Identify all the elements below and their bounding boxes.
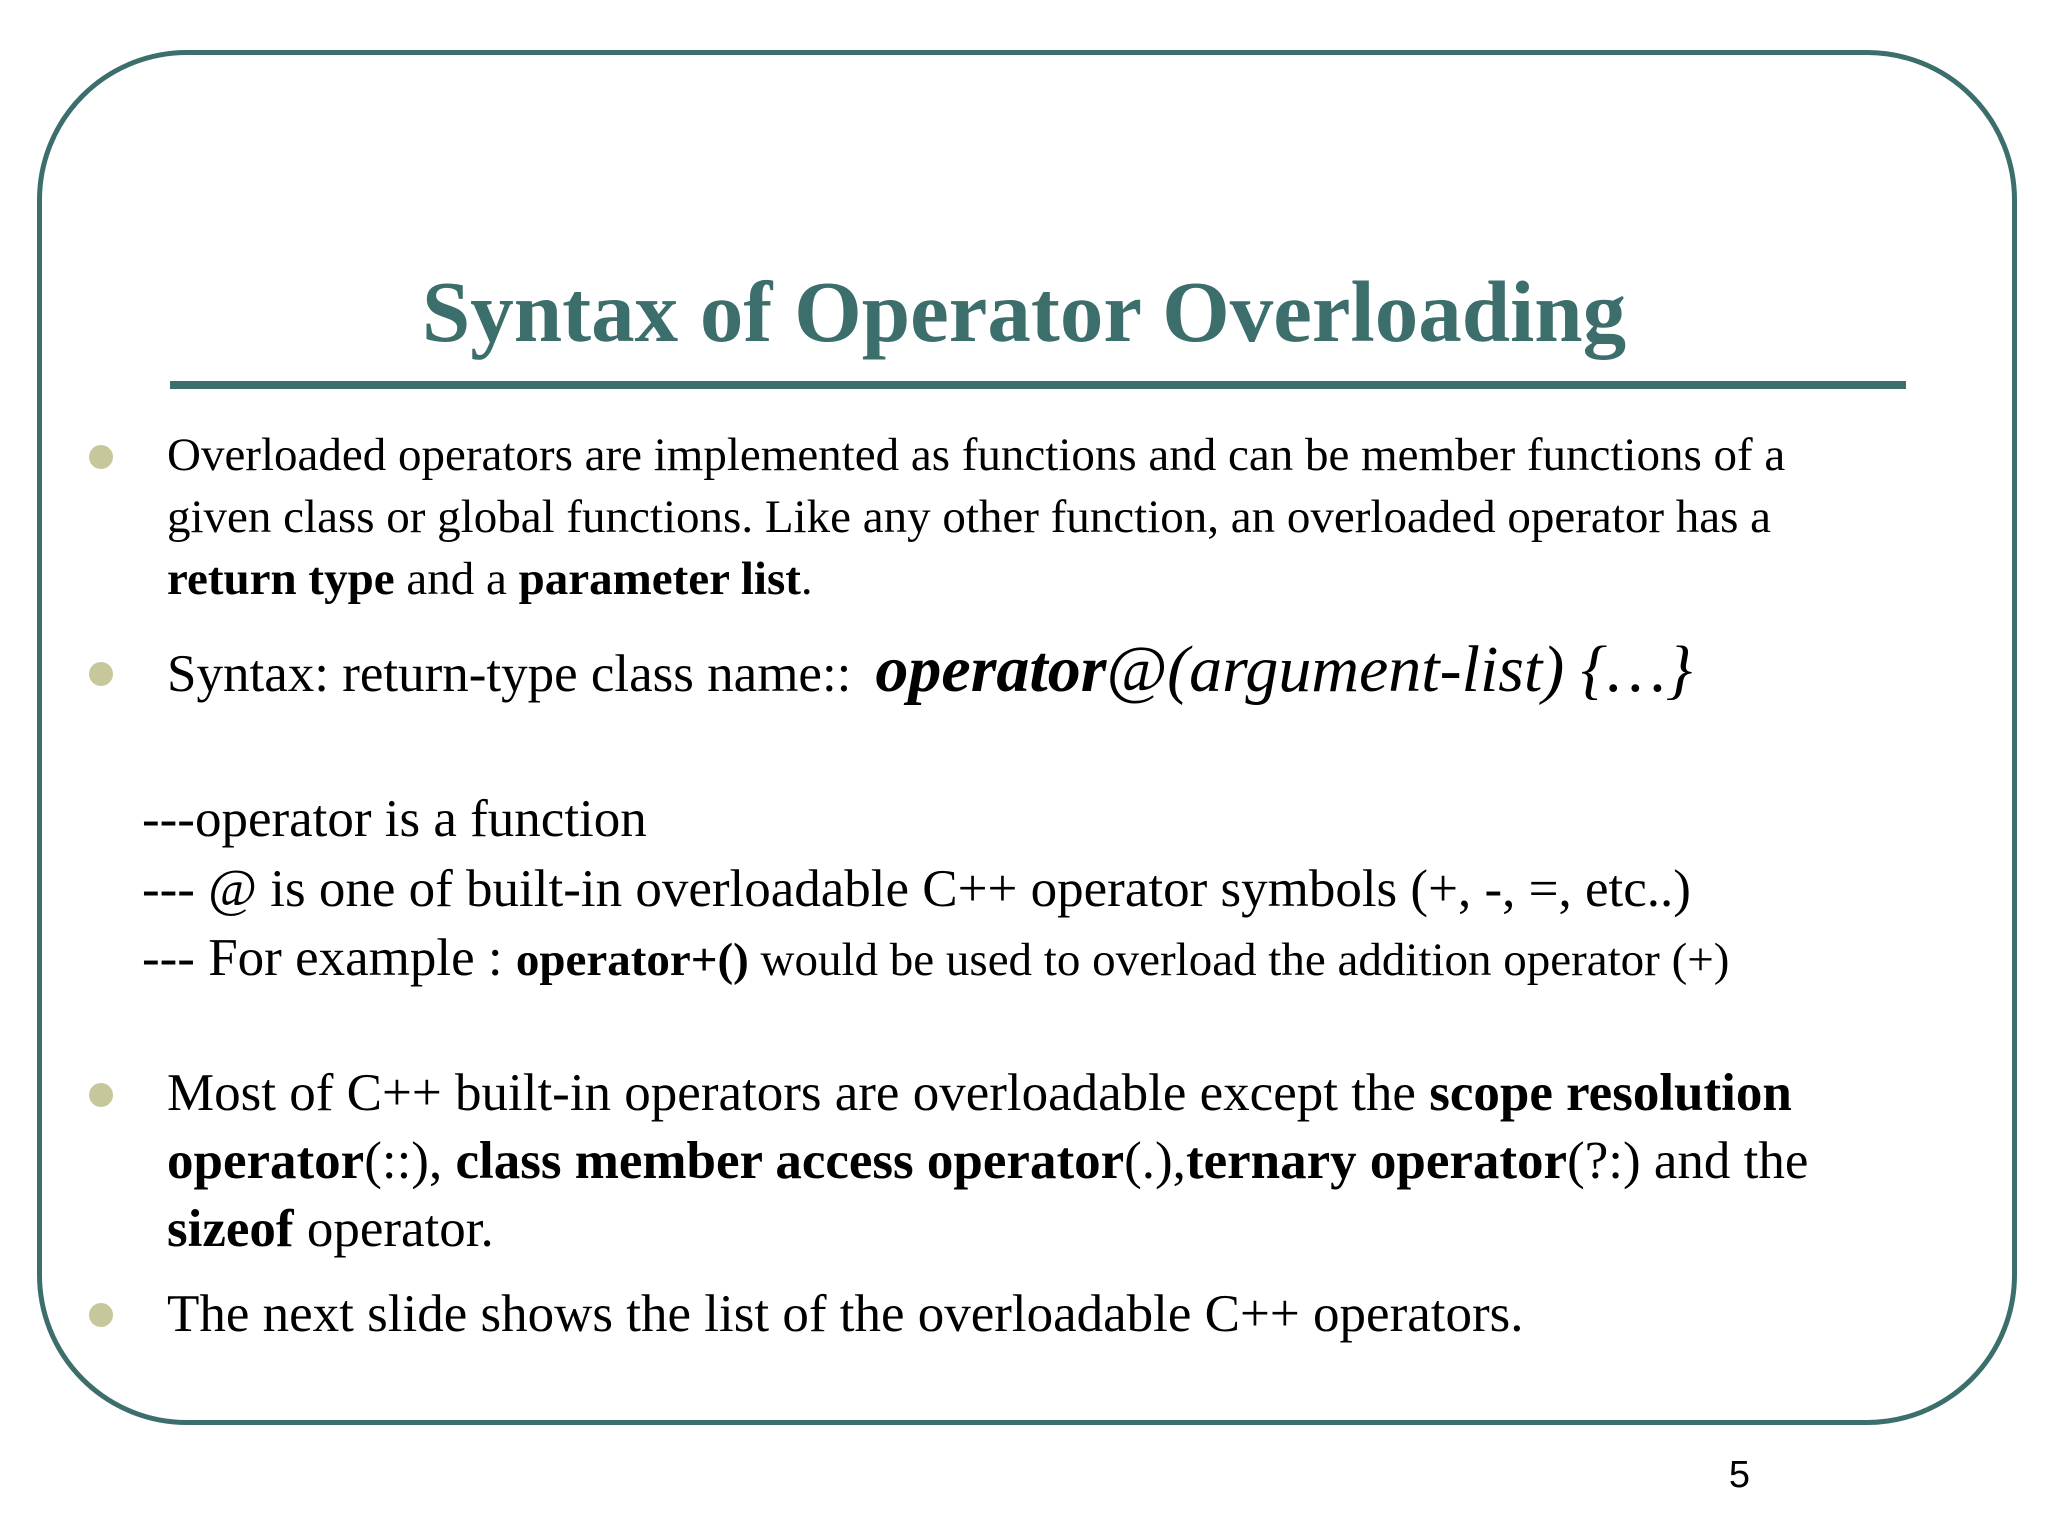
note-example-prefix: --- For example : <box>142 929 516 987</box>
bullet-1-line-1: Overloaded operators are implemented as functions and can be member functions of a <box>167 429 1786 481</box>
bullet-4-text: The next slide shows the list of the overloadable C++ operators. <box>167 1285 1524 1343</box>
bullet-3-line-2-t1: (::), <box>364 1132 456 1190</box>
syntax-label: Syntax: return-type class name:: <box>167 645 852 703</box>
page-number: 5 <box>1728 1454 1750 1496</box>
note-operator-symbols: --- @ is one of built-in overloadable C++ operator symbols (+, -, =, etc..) <box>142 860 1691 918</box>
note-example-detail <box>516 934 1730 986</box>
syntax-line <box>167 630 1692 714</box>
bullet-3-line-1-text: Most of C++ built-in operators are overloadable except the <box>167 1064 1430 1122</box>
bullet-3-line-2-t2: (.), <box>1124 1132 1186 1190</box>
bullet-1-text <box>167 424 1967 610</box>
ternary-operator-term: ternary operator <box>1185 1132 1568 1190</box>
bullet-1-line-3-end: . <box>800 553 813 605</box>
bullet-1-line-3-mid: and a <box>394 553 519 605</box>
bullet-1-line-2: given class or global functions. Like any other function, an overloaded operator has a <box>167 491 1772 543</box>
note-operator-function: ---operator is a function <box>142 790 647 848</box>
bullet-dot-1 <box>89 445 113 469</box>
bullet-3-line-3-text: operator. <box>293 1200 494 1258</box>
syntax-operator-signature: @(argument-list) {…} <box>1106 633 1693 706</box>
bullet-dot-2 <box>89 662 113 686</box>
syntax-operator-keyword: operator <box>875 633 1107 706</box>
sizeof-term: sizeof <box>167 1200 294 1258</box>
bullet-3-line-2-t3: (?:) and the <box>1567 1132 1809 1190</box>
scope-resolution-term: scope resolution <box>1429 1064 1792 1122</box>
bullet-3-line-1 <box>167 1059 1967 1127</box>
parameter-list-term: parameter list <box>518 553 801 605</box>
title-underline <box>170 381 1906 389</box>
bullet-dot-4 <box>89 1303 113 1327</box>
note-example-code: operator+() <box>515 934 749 986</box>
bullet-1-line-3 <box>167 548 1967 610</box>
bullet-3-line-2 <box>167 1127 1967 1195</box>
note-example-rest: would be used to overload the addition operator (+) <box>748 934 1730 986</box>
class-member-access-term: class member access operator <box>455 1132 1125 1190</box>
note-example <box>142 924 1729 994</box>
return-type-term: return type <box>167 553 395 605</box>
slide-title: Syntax of Operator Overloading <box>421 263 1627 360</box>
bullet-dot-3 <box>89 1083 113 1107</box>
bullet-3-line-3 <box>167 1195 1967 1263</box>
syntax-code <box>875 633 1692 706</box>
bullet-3-text <box>167 1059 1967 1263</box>
operator-term: operator <box>167 1132 365 1190</box>
